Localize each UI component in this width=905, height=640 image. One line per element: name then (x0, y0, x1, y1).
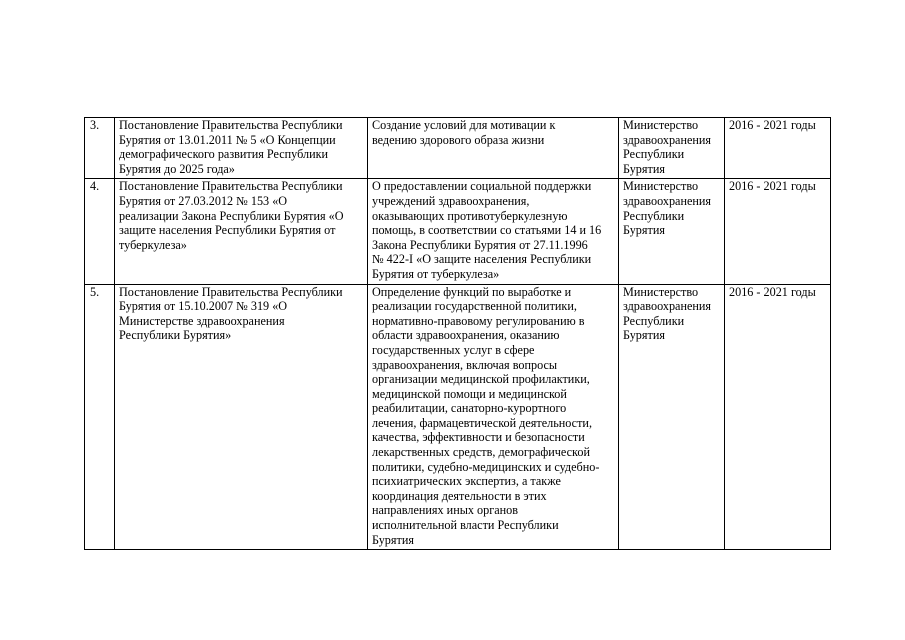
cell-line: Министерство (623, 284, 699, 299)
act-content-cell (368, 118, 619, 179)
cell-line: реализации государственной политики, (372, 299, 577, 314)
period-cell: 2016 - 2021 годы (725, 284, 831, 550)
responsible-org-cell (619, 179, 725, 284)
cell-line: Министерство (623, 118, 699, 132)
cell-line: направлениях иных органов (372, 503, 519, 518)
cell-line: здравоохранения (623, 299, 712, 314)
cell-line: № 422-I «О защите населения Республики (372, 252, 592, 267)
cell-line: Министерство (623, 179, 699, 194)
cell-line: учреждений здравоохранения, (372, 193, 530, 208)
cell-line: Создание условий для мотивации к (372, 118, 556, 132)
row-number-cell: 4. (85, 179, 115, 284)
cell-line: защите населения Республики Бурятия от (119, 223, 336, 238)
cell-line: здравоохранения (623, 193, 712, 208)
cell-line: Бурятия (372, 532, 414, 547)
cell-line: Бурятия (623, 161, 665, 176)
cell-line: государственных услуг в сфере (372, 342, 535, 357)
cell-line: Бурятия (623, 223, 665, 238)
legal-acts-table (84, 117, 831, 550)
cell-line: Бурятия от 15.10.2007 № 319 «О (119, 299, 288, 314)
cell-line: оказывающих противотуберкулезную (372, 208, 568, 223)
legal-act-cell (115, 179, 368, 284)
cell-line: Определение функций по выработке и (372, 284, 572, 299)
legal-act-cell (115, 118, 368, 179)
cell-line: Бурятия (623, 328, 665, 343)
cell-line: координация деятельности в этих (372, 488, 547, 503)
cell-line: организации медицинской профилактики, (372, 372, 590, 387)
responsible-org-cell (619, 118, 725, 179)
cell-line: Закона Республики Бурятия от 27.11.1996 (372, 237, 588, 252)
cell-line: помощь, в соответствии со статьями 14 и 16 (372, 223, 602, 238)
cell-line: Постановление Правительства Республики (119, 118, 343, 132)
cell-line: Министерстве здравоохранения (119, 313, 285, 328)
act-content-cell (368, 284, 619, 550)
cell-line: здравоохранения (623, 132, 712, 147)
cell-line: Республики (623, 147, 685, 162)
legal-act-cell (115, 284, 368, 550)
responsible-org-cell (619, 284, 725, 550)
cell-line: Бурятия от 27.03.2012 № 153 «О (119, 193, 288, 208)
table-row (85, 118, 831, 179)
cell-line: Бурятия от туберкулеза» (372, 266, 500, 281)
cell-line: исполнительной власти Республики (372, 518, 559, 533)
cell-line: Республики (623, 208, 685, 223)
row-number-cell: 5. (85, 284, 115, 550)
act-content-cell (368, 179, 619, 284)
cell-line: реабилитации, санаторно-курортного (372, 401, 567, 416)
table-body (85, 118, 831, 550)
cell-line: О предоставлении социальной поддержки (372, 179, 592, 194)
cell-line: лечения, фармацевтической деятельности, (372, 415, 592, 430)
row-number-cell: 3. (85, 118, 115, 179)
cell-line: здравоохранения, включая вопросы (372, 357, 558, 372)
cell-line: реализации Закона Республики Бурятия «О (119, 208, 344, 223)
cell-line: области здравоохранения, оказанию (372, 328, 560, 343)
cell-line: Республики (623, 313, 685, 328)
cell-line: Постановление Правительства Республики (119, 179, 343, 194)
cell-line: Бурятия от 13.01.2011 № 5 «О Концепции (119, 132, 336, 147)
cell-line: лекарственных средств, демографической (372, 445, 590, 460)
period-cell: 2016 - 2021 годы (725, 179, 831, 284)
cell-line: медицинской помощи и медицинской (372, 386, 567, 401)
cell-line: туберкулеза» (119, 237, 187, 252)
cell-line: психиатрических экспертиз, а также (372, 474, 561, 489)
table-row (85, 179, 831, 284)
cell-line: политики, судебно-медицинских и судебно- (372, 459, 600, 474)
cell-line: ведению здорового образа жизни (372, 132, 545, 147)
table-row (85, 284, 831, 550)
period-cell: 2016 - 2021 годы (725, 118, 831, 179)
cell-line: нормативно-правовому регулированию в (372, 313, 585, 328)
cell-line: демографического развития Республики (119, 147, 329, 162)
cell-line: Республики Бурятия» (119, 328, 232, 343)
cell-line: Постановление Правительства Республики (119, 284, 343, 299)
cell-line: Бурятия до 2025 года» (119, 161, 235, 176)
cell-line: качества, эффективности и безопасности (372, 430, 585, 445)
